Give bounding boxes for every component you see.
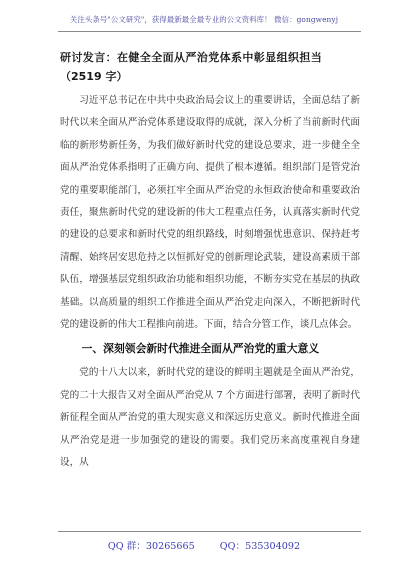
paragraph: 习近平总书记在中共中央政治局会议上的重要讲话，全面总结了新时代以来全面从严治党体系建设取得的成就，深入分析了当前新时代面临的新形势新任务，为我们做好新时代党的建设总要求，进一步健全全面从严治党体系指明了正确方向、提供了根本遵循。组织部门是管党治党的重要职能部门，必须扛牢全面从严治党的永恒政治使命和重要政治责任，聚焦新时代党的建设新的伟大工程重点任务，认真落实新时代党的建设的总要求和新时代党的组织路线，时刻增强忧患意识、保持赶考清醒、始终居安思危持之以恒抓好党的创新理论武装，建设高素质干部队伍，增强基层党组织政治功能和组织功能，不断夯实党在基层的执政基础。以高质量的组织工作推进全面从严治党走向深入，不断把新时代党的建设新的伟大工程推向前进。下面，结合分管工作，谈几点体会。 <box>60 95 360 331</box>
article-body <box>60 48 360 475</box>
paragraph: 党的十八大以来，新时代党的建设的鲜明主题就是全面从严治党，党的二十大报告又对全面从严治党从 7 个方面进行部署，表明了新时代新征程全面从严治党的重大现实意义和深远历史意义。新时代推进全面从严治党是进一步加强党的建设的需要。我们党历来高度重视自身建设，从 <box>60 367 361 469</box>
section-heading: 一、深刻领会新时代推进全面从严治党的重大意义 <box>81 342 320 356</box>
header-promo: 关注头条号"公文研究"，获得最新最全最专业的公文资料库！ 微信：gongwenyj <box>69 15 339 24</box>
footer-contact <box>0 538 408 552</box>
footer-qq-number: QQ：535304092 <box>219 541 301 552</box>
footer-qq-group: QQ 群：30265665 <box>107 541 195 552</box>
article-title: 研讨发言：在健全全面从严治党体系中彰显组织担当 <box>60 51 323 64</box>
header-divider <box>58 31 361 32</box>
word-count: （2519 字） <box>60 70 128 83</box>
footer-divider <box>58 531 361 532</box>
